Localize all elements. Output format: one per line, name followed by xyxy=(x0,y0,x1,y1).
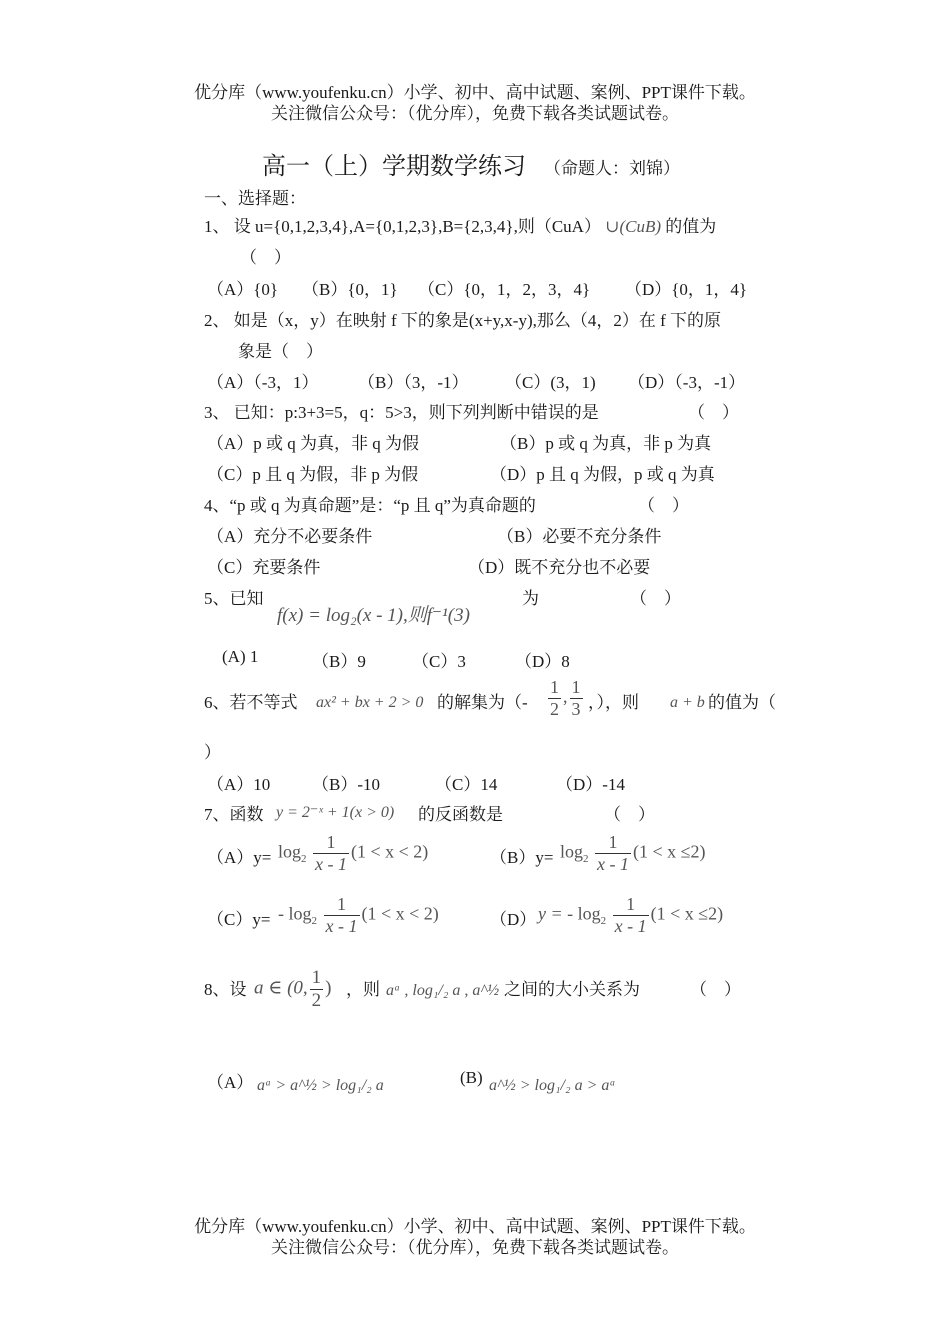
q7-a-log: log xyxy=(278,841,302,862)
q7-option-b-expr xyxy=(560,832,706,874)
q7-prefix: 7、函数 xyxy=(204,805,264,824)
page-title: 高一（上）学期数学练习 xyxy=(262,154,526,180)
q7-d-den: x - 1 xyxy=(614,915,647,936)
q8-exprs: aᵃ , log₁/₂ a , a^½ xyxy=(386,982,500,999)
q6-prefix: 6、若不等式 xyxy=(204,693,298,712)
q4-option-d: （D）既不充分也不必要 xyxy=(468,558,651,577)
footer-line-2: 关注微信公众号：（优分库），免费下载各类试题试卷。 xyxy=(271,1238,679,1257)
q7-option-d-expr xyxy=(538,894,723,936)
q7-c-num: 1 xyxy=(324,894,360,916)
q7-paren: （ ） xyxy=(604,805,655,824)
q4-paren: （ ） xyxy=(638,496,689,515)
q2-line-1: 2、 如是（x，y）在映射 f 下的象是(x+y,x-y),那么（4，2）在 f 下的原 xyxy=(204,311,722,330)
q7-a-domain: (1 < x < 2) xyxy=(351,841,429,862)
q7-c-minus: - xyxy=(278,903,284,924)
q6-mid-text: 的解集为（- xyxy=(437,693,528,712)
q8-option-b: a^½ > log₁/₂ a > aᵃ xyxy=(489,1077,616,1094)
q6-frac-2-num: 1 xyxy=(571,677,581,697)
q3-option-b: （B）p 或 q 为真，非 p 为真 xyxy=(500,434,712,453)
q7-c-frac xyxy=(324,894,360,936)
q8-suffix: 之间的大小关系为 xyxy=(504,980,640,999)
q1-text xyxy=(204,212,716,237)
q3-text: 3、 已知：p:3+3=5，q：5>3，则下列判断中错误的是 xyxy=(204,403,599,422)
q5-option-b: （B）9 xyxy=(312,652,366,671)
q2-option-c: （C）(3，1) xyxy=(505,373,596,392)
footer-line-1: 优分库（www.youfenku.cn）小学、初中、高中试题、案例、PPT课件下载。 xyxy=(194,1217,756,1236)
q7-option-c-expr xyxy=(278,894,439,936)
q2-option-a: （A）（-3，1） xyxy=(207,373,319,392)
q6-option-c: （C）14 xyxy=(435,775,498,794)
q7-b-den: x - 1 xyxy=(597,853,629,874)
q8-option-a-label: （A） xyxy=(207,1073,254,1092)
q8-cond-frac xyxy=(310,967,324,1012)
q4-option-b: （B）必要不充分条件 xyxy=(497,527,662,546)
q4-option-a: （A）充分不必要条件 xyxy=(207,527,373,546)
q7-c-base: 2 xyxy=(311,914,318,927)
q6-solution-fractions: $\frac{1}{2}$ , $\frac{1}{3}$ xyxy=(550,677,581,719)
q8-option-a: aᵃ > a^½ > log₁/₂ a xyxy=(257,1077,384,1094)
q6-option-a: （A）10 xyxy=(207,775,271,794)
q5-option-c: （C）3 xyxy=(412,652,466,671)
q8-cond-close: ) xyxy=(325,977,332,999)
q5-paren: （ ） xyxy=(630,589,681,608)
q6-option-b: （B）-10 xyxy=(312,775,380,794)
q7-b-num: 1 xyxy=(595,832,631,854)
q7-option-a-expr xyxy=(278,832,428,874)
q5-option-a: (A) 1 xyxy=(222,647,259,666)
q4-option-c: （C）充要条件 xyxy=(207,558,321,577)
q8-cond-den: 2 xyxy=(311,989,322,1011)
q7-d-num: 1 xyxy=(613,894,649,916)
q6-close: ） xyxy=(204,743,221,762)
q1-expr: ∪(CuB) xyxy=(605,217,661,236)
q2-option-b: （B）（3，-1） xyxy=(358,373,469,392)
q8-cond-text: a ∈ (0, xyxy=(254,977,308,999)
q3-paren: （ ） xyxy=(688,403,739,422)
header-line-1: 优分库（www.youfenku.cn）小学、初中、高中试题、案例、PPT课件下载。 xyxy=(194,83,756,102)
q1-paren: （ ） xyxy=(240,248,291,267)
q8-paren: （ ） xyxy=(690,980,741,999)
q7-c-den: x - 1 xyxy=(325,915,358,936)
q8-prefix: 8、设 xyxy=(204,980,247,999)
q7-d-domain: (1 < x ≤2) xyxy=(650,903,724,924)
section-heading: 一、选择题： xyxy=(204,189,306,208)
q7-c-log: log xyxy=(288,903,312,924)
q3-option-a: （A）p 或 q 为真，非 q 为假 xyxy=(207,434,420,453)
q7-b-frac xyxy=(595,832,631,874)
q6-frac-2 xyxy=(570,677,583,719)
q5-prefix: 5、已知 xyxy=(204,589,264,608)
q1-option-c: （C）{0，1，2，3，4} xyxy=(418,280,591,299)
page-title-block xyxy=(262,146,680,181)
q5-suffix: 为 xyxy=(522,589,539,608)
q6-frac-2-den: 3 xyxy=(571,698,581,719)
q6-mid xyxy=(437,688,528,713)
q7-c-domain: (1 < x < 2) xyxy=(361,903,439,924)
q1-option-a: （A）{0} xyxy=(207,280,279,299)
q7-a-base: 2 xyxy=(301,852,307,865)
q1-option-b: （B）{0，1} xyxy=(302,280,398,299)
q7-d-log: log xyxy=(577,903,601,924)
q1-option-d: （D）{0，1，4} xyxy=(625,280,748,299)
q7-option-d-label: （D） xyxy=(490,910,537,929)
q2-line-2: 象是（ ） xyxy=(238,342,323,361)
q1-suffix: 的值为 xyxy=(665,217,717,236)
q6-inequality: ax² + bx + 2 > 0 xyxy=(316,694,424,711)
q6-frac-1 xyxy=(548,677,561,719)
q4-text: 4、“p 或 q 为真命题”是：“p 且 q”为真命题的 xyxy=(204,496,536,515)
q5-expr: f(x) = log₂(x - 1),则f⁻¹(3) xyxy=(277,605,470,626)
q6-option-d: （D）-14 xyxy=(556,775,625,794)
q7-suffix: 的反函数是 xyxy=(418,805,503,824)
q5-option-d: （D）8 xyxy=(515,652,570,671)
q8-condition xyxy=(254,967,331,1012)
q7-option-b-label: （B）y= xyxy=(490,848,554,867)
q8-mid: ，则 xyxy=(346,980,380,999)
q6-suffix: 的值为（ xyxy=(708,693,776,712)
q7-option-a-label: （A）y= xyxy=(207,848,272,867)
q7-b-base: 2 xyxy=(583,852,589,865)
q7-d-yeq: y = - xyxy=(538,903,574,924)
q7-d-base: 2 xyxy=(600,914,607,927)
q7-option-c-label: （C）y= xyxy=(207,910,271,929)
author: （命题人：刘锦） xyxy=(544,159,680,178)
q6-frac-1-num: 1 xyxy=(550,677,559,697)
q7-a-frac xyxy=(313,832,349,874)
q1-stem: 1、 设 u={0,1,2,3,4},A={0,1,2,3},B={2,3,4},则（CuA） xyxy=(204,217,601,236)
q6-mid2: ，），则 xyxy=(588,693,639,712)
header-line-2: 关注微信公众号：（优分库），免费下载各类试题试卷。 xyxy=(271,104,679,123)
q7-a-den: x - 1 xyxy=(315,853,347,874)
q7-a-num: 1 xyxy=(313,832,349,854)
q7-b-domain: (1 < x ≤2) xyxy=(633,841,706,862)
q2-option-d: （D）（-3，-1） xyxy=(628,373,746,392)
q3-option-d: （D）p 且 q 为假，p 或 q 为真 xyxy=(490,465,715,484)
q6-ab: a + b xyxy=(670,694,705,711)
q7-b-log: log xyxy=(560,841,584,862)
q6-frac-1-den: 2 xyxy=(550,698,559,719)
q7-expr: y = 2⁻ˣ + 1(x > 0) xyxy=(276,804,395,821)
q3-option-c: （C）p 且 q 为假，非 p 为假 xyxy=(207,465,419,484)
q8-option-b-label: (B) xyxy=(460,1068,483,1087)
q7-d-frac xyxy=(613,894,649,936)
q8-cond-num: 1 xyxy=(311,967,322,988)
